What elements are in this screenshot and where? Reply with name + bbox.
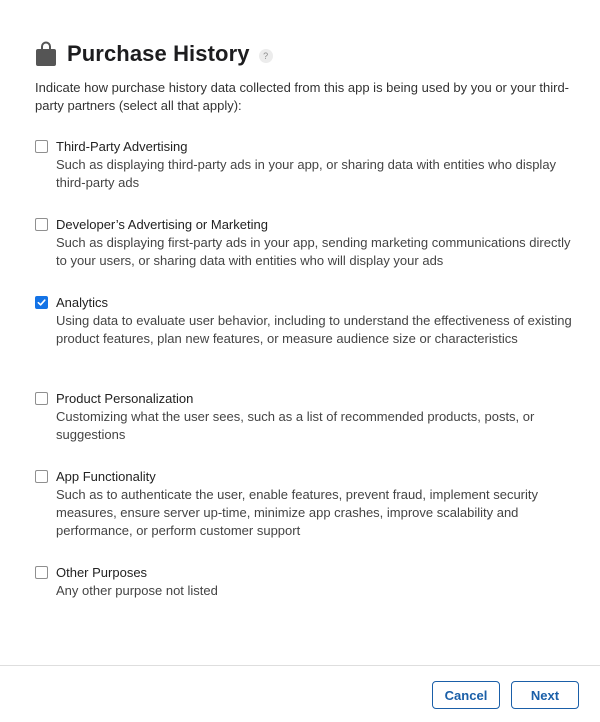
- option-third-party-advertising[interactable]: [35, 138, 575, 216]
- option-label: Analytics: [56, 295, 109, 310]
- checkbox-product-personalization[interactable]: [35, 392, 48, 405]
- option-description: Such as displaying third-party ads in your app, or sharing data with entities who display third-party ads: [56, 157, 557, 190]
- help-icon[interactable]: ?: [259, 49, 273, 63]
- checkbox-analytics[interactable]: [35, 296, 48, 309]
- option-other-purposes[interactable]: [35, 564, 575, 604]
- option-label: Product Personalization: [56, 391, 194, 406]
- option-label: Third-Party Advertising: [56, 139, 188, 154]
- option-description: Such as displaying first-party ads in your app, sending marketing communications directly to your users, or sharing data with entities who will display your ads: [56, 235, 571, 268]
- checkbox-developers-advertising[interactable]: [35, 218, 48, 231]
- intro-text: Indicate how purchase history data collected from this app is being used by you or your third-party partners (select all that apply):: [35, 80, 570, 113]
- dialog-header: [34, 38, 273, 70]
- option-label: Developer’s Advertising or Marketing: [56, 217, 268, 232]
- option-description: Any other purpose not listed: [56, 583, 218, 598]
- option-label: Other Purposes: [56, 565, 148, 580]
- option-description: Customizing what the user sees, such as a list of recommended products, posts, or suggestions: [56, 409, 535, 442]
- shopping-bag-icon: [34, 41, 58, 67]
- purpose-options: [35, 138, 575, 604]
- cancel-button[interactable]: Cancel: [432, 681, 500, 709]
- option-analytics[interactable]: [35, 294, 575, 390]
- option-label: App Functionality: [56, 469, 156, 484]
- checkbox-app-functionality[interactable]: [35, 470, 48, 483]
- option-description: Such as to authenticate the user, enable features, prevent fraud, implement security measures, ensure server up-time, minimize app crashes, improve scalability and performance, or perform customer support: [56, 487, 539, 538]
- next-button[interactable]: Next: [511, 681, 579, 709]
- option-description: Using data to evaluate user behavior, including to understand the effectiveness of existing product features, plan new features, or measure audience size or characteristics: [56, 313, 572, 346]
- option-developers-advertising[interactable]: [35, 216, 575, 294]
- footer-divider: [0, 665, 600, 666]
- checkmark-icon: [37, 298, 46, 307]
- checkbox-third-party-advertising[interactable]: [35, 140, 48, 153]
- option-product-personalization[interactable]: [35, 390, 575, 468]
- dialog-title: Purchase History: [67, 41, 250, 66]
- option-app-functionality[interactable]: [35, 468, 575, 564]
- checkbox-other-purposes[interactable]: [35, 566, 48, 579]
